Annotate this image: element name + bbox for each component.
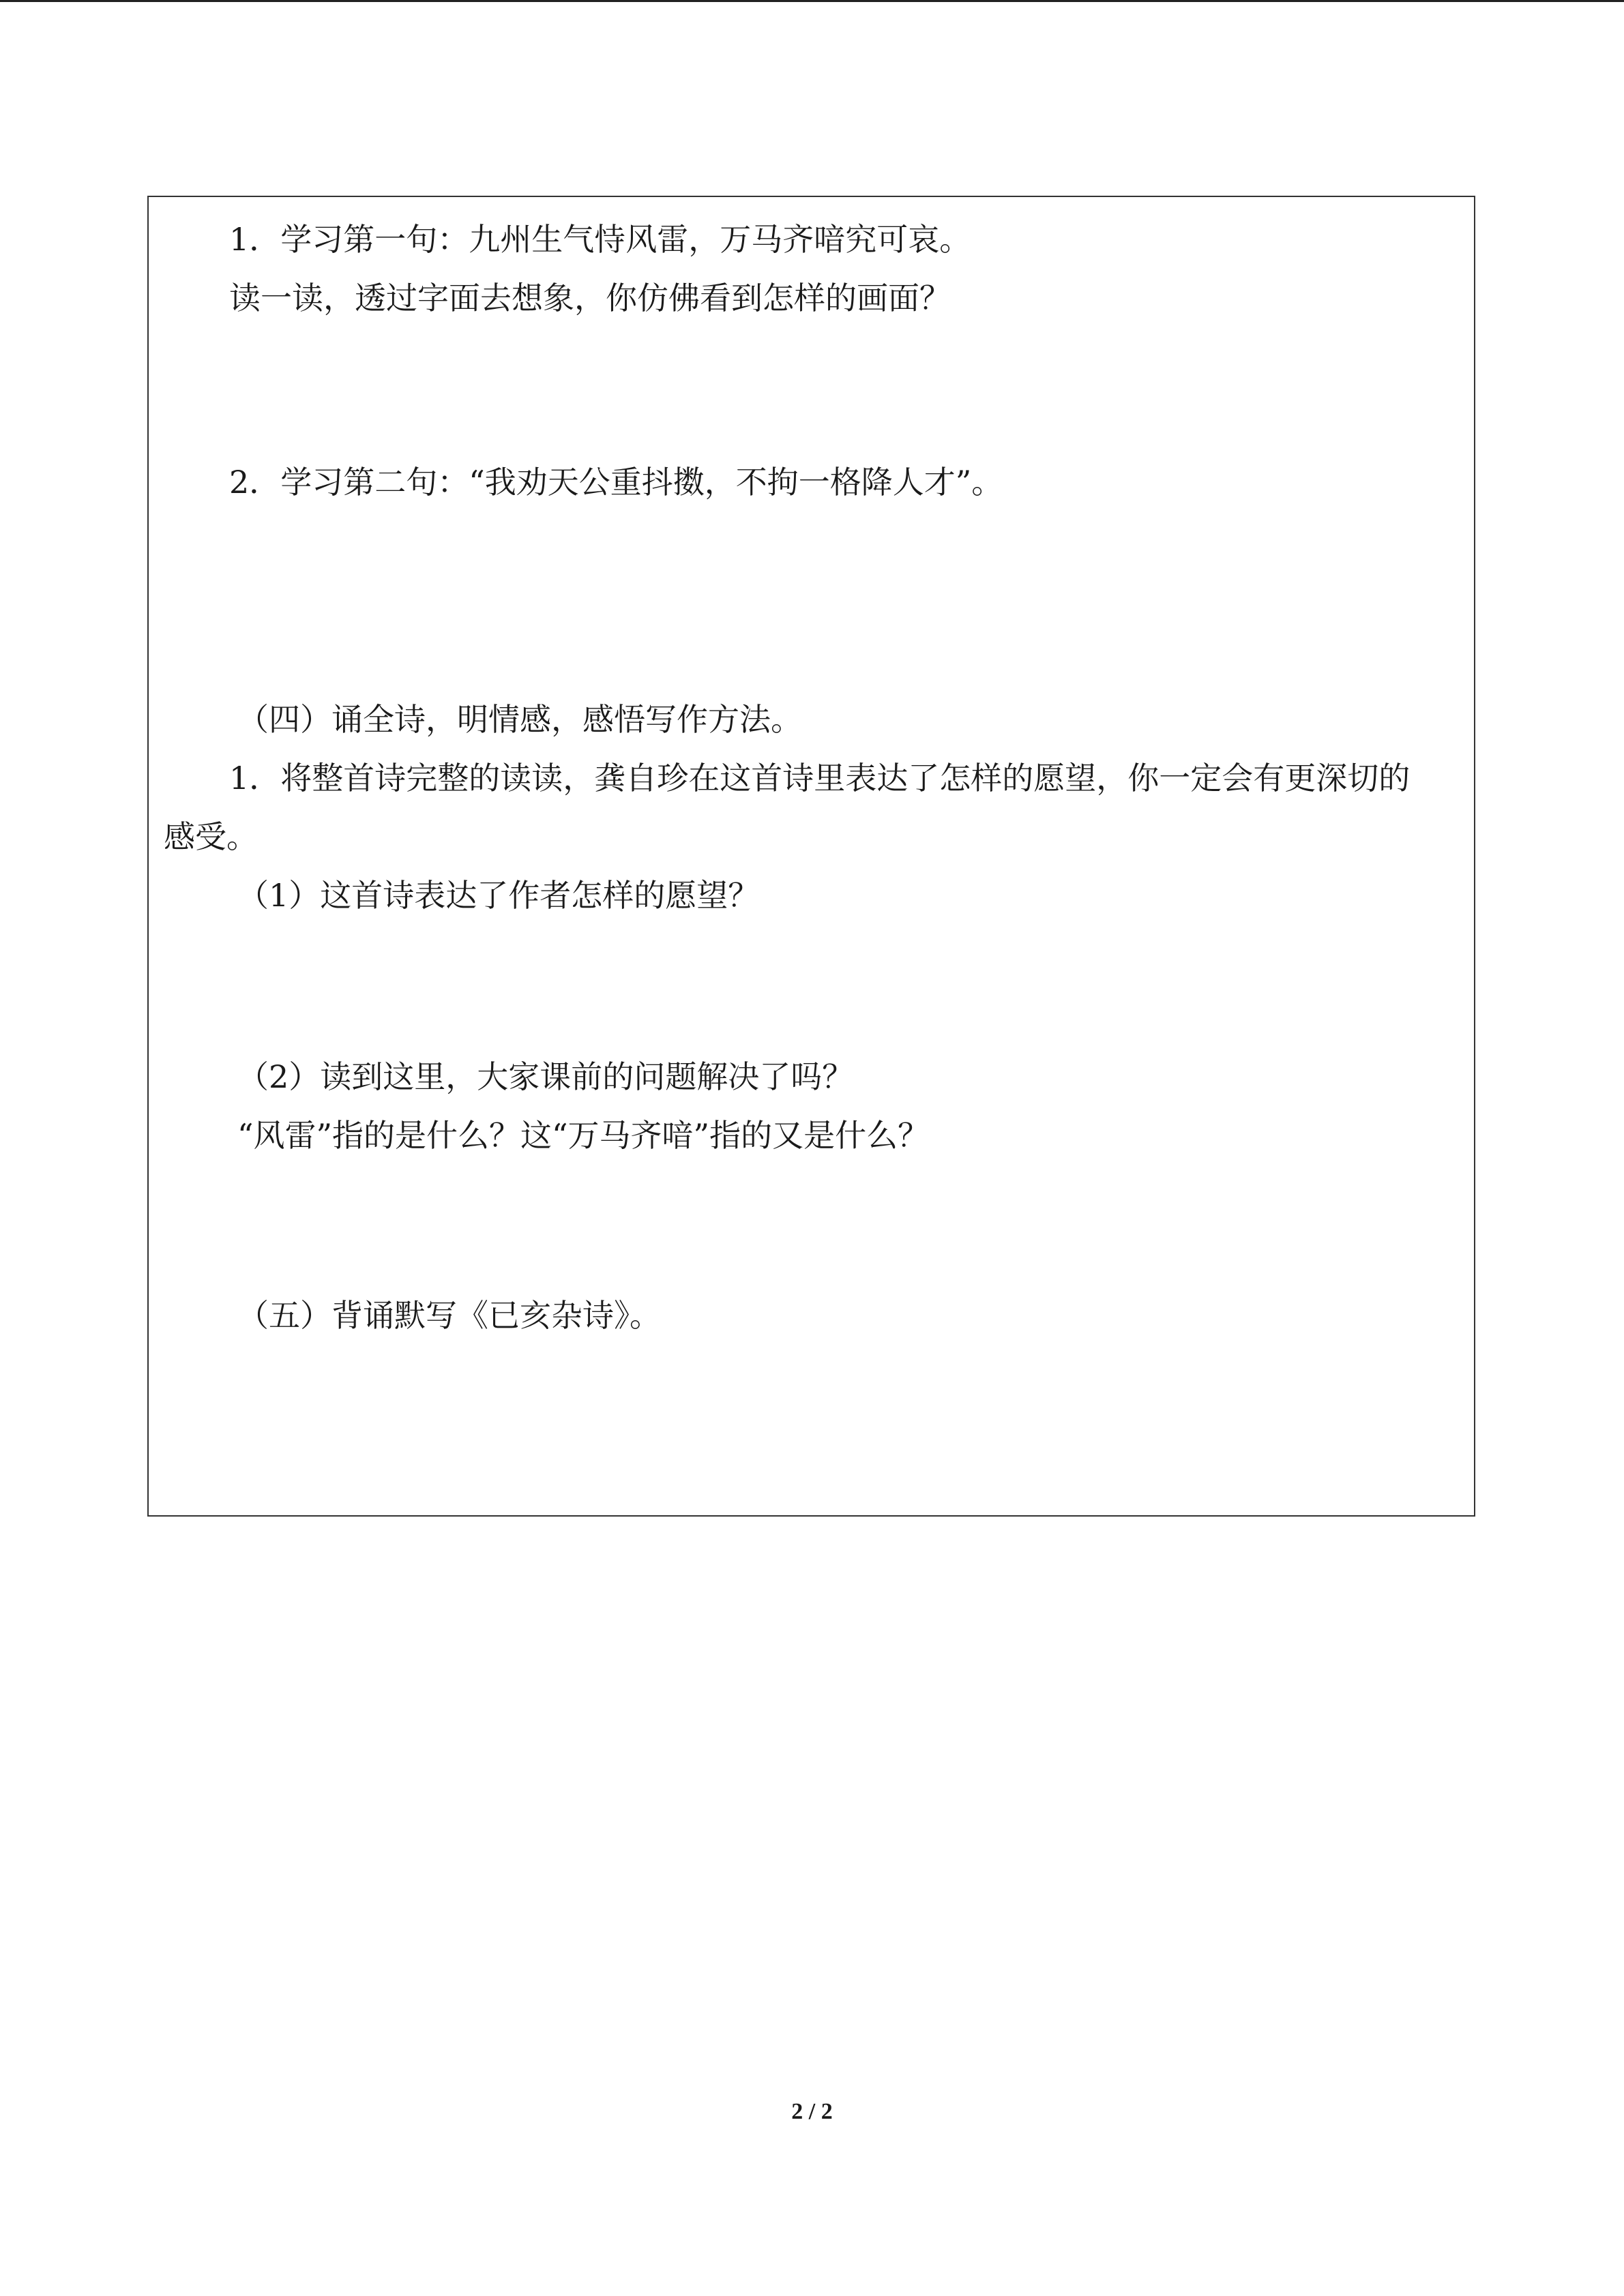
- question-2-heading: 2．学习第二句：“我劝天公重抖擞，不拘一格降人才”。: [229, 464, 1003, 501]
- section-4-item-1: 1．将整首诗完整的读读，龚自珍在这首诗里表达了怎样的愿望，你一定会有更深切的: [229, 760, 1411, 796]
- sub-question-2: （2）读到这里，大家课前的问题解决了吗？: [237, 1058, 854, 1095]
- question-1-prompt: 读一读，透过字面去想象，你仿佛看到怎样的画面？: [229, 280, 951, 316]
- worksheet-content-box: [147, 196, 1475, 1517]
- section-4-item-1-continued: 感受。: [164, 818, 258, 855]
- section-5-heading: （五）背诵默写《已亥杂诗》。: [237, 1297, 661, 1334]
- sub-question-1: （1）这首诗表达了作者怎样的愿望？: [237, 877, 760, 914]
- sub-question-2-detail: “风雷”指的是什么？这“万马齐喑”指的又是什么？: [237, 1117, 930, 1154]
- section-4-heading: （四）诵全诗，明情感，感悟写作方法。: [237, 701, 802, 738]
- top-border-line: [0, 0, 1624, 2]
- question-1-heading: 1．学习第一句：九州生气恃风雷，万马齐喑究可哀。: [229, 221, 971, 258]
- page-number: 2 / 2: [791, 2099, 833, 2124]
